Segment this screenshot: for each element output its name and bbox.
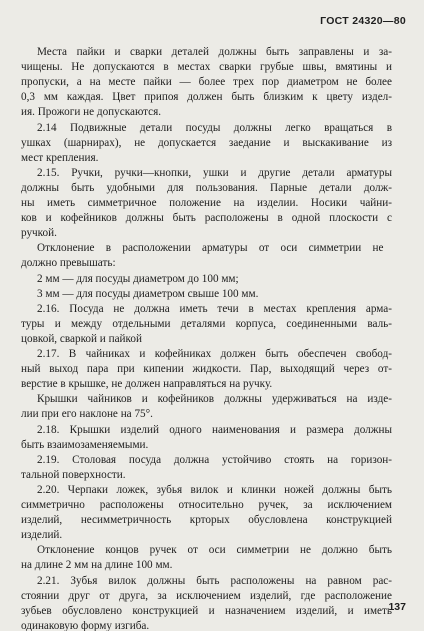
text-line: 2.15. Ручки, ручки—кнопки, ушки и другие детали арматуры: [37, 167, 392, 179]
text-line: мест крепления.: [21, 152, 99, 164]
text-line: цовкой, сваркой и пайкой: [21, 333, 142, 345]
text-line: Крышки чайников и кофейников должны удерживаться на издe-: [37, 393, 392, 405]
text-line: ручкой.: [21, 227, 57, 239]
text-line: быть взаимозаменяемыми.: [21, 439, 149, 451]
text-line: ков и кофейников должны быть расположены в одной плоскости с: [21, 212, 392, 224]
text-line: должны быть удобными для пользования. Парные детали долж-: [21, 182, 392, 194]
text-line: ушках (шарнирах), не допускается заедание и выскакивание из: [21, 137, 392, 149]
text-line: 3 мм — для посуды диаметром свыше 100 мм.: [37, 288, 259, 300]
text-line: ия. Прожоги не допускаются.: [21, 106, 162, 118]
text-line: 2.18. Крышки изделий одного наименования и размера должны: [37, 424, 392, 436]
text-line: изделий, несимметричность крторых обусловлена конструкцией: [21, 514, 392, 526]
text-line: верстие в крышке, не должен направляться на ручку.: [21, 378, 273, 390]
text-line: ны иметь симметричное положение на изделии. Носики чайни-: [21, 197, 392, 209]
text-line: должно превышать:: [21, 257, 116, 269]
text-line: 0,3 мм каждая. Цвет припоя должен быть близким к цвету издел-: [21, 91, 392, 103]
text-line: зубьев обусловлено конструкцией и назначением изделий, и иметь: [21, 605, 392, 617]
text-line: стоянии друг от друга, за исключением изделий, где расположение: [21, 590, 392, 602]
standard-code: ГОСТ 24320—80: [320, 15, 406, 27]
text-line: ный выход пара при кипении жидкости. Пар, выходящий через от-: [21, 363, 392, 375]
text-line: Отклонение в расположении арматуры от оси симметрии не: [37, 242, 384, 254]
text-line: изделий.: [21, 529, 63, 541]
text-line: Отклонение концов ручек от оси симметрии не должно быть: [37, 544, 392, 556]
text-line: Места пайки и сварки деталей должны быть заправлены и за-: [37, 46, 392, 58]
text-line: 2.16. Посуда не должна иметь течи в местах крепления арма-: [37, 303, 392, 315]
page-number: 137: [388, 601, 406, 613]
text-line: пропуски, а на месте пайки — более трех пор диаметром не более: [21, 76, 392, 88]
text-line: 2.20. Черпаки ложек, зубья вилок и клинки ножей должны быть: [37, 484, 392, 496]
text-line: лии при его наклоне на 75°.: [21, 408, 153, 420]
text-line: чищены. Не допускаются в местах сварки грубые швы, вмятины и: [21, 61, 392, 73]
text-line: симметрично расположены относительно ручек, за исключением: [21, 499, 392, 511]
text-line: на длине 2 мм на длине 100 мм.: [21, 559, 173, 571]
text-line: 2.21. Зубья вилок должны быть расположены на равном рас-: [37, 575, 392, 587]
text-line: тальной поверхности.: [21, 469, 126, 481]
text-line: 2 мм — для посуды диаметром до 100 мм;: [37, 273, 239, 285]
text-line: 2.17. В чайниках и кофейниках должен быть обеспечен свобод-: [37, 348, 392, 360]
text-line: 2.19. Столовая посуда должна устойчиво стоять на горизон-: [37, 454, 392, 466]
text-line: туры и между отдельными деталями корпуса, соединенными валь-: [21, 318, 392, 330]
text-line: 2.14 Подвижные детали посуды должны легко вращаться в: [37, 122, 392, 134]
text-line: одинаковую форму изгиба.: [21, 620, 150, 631]
